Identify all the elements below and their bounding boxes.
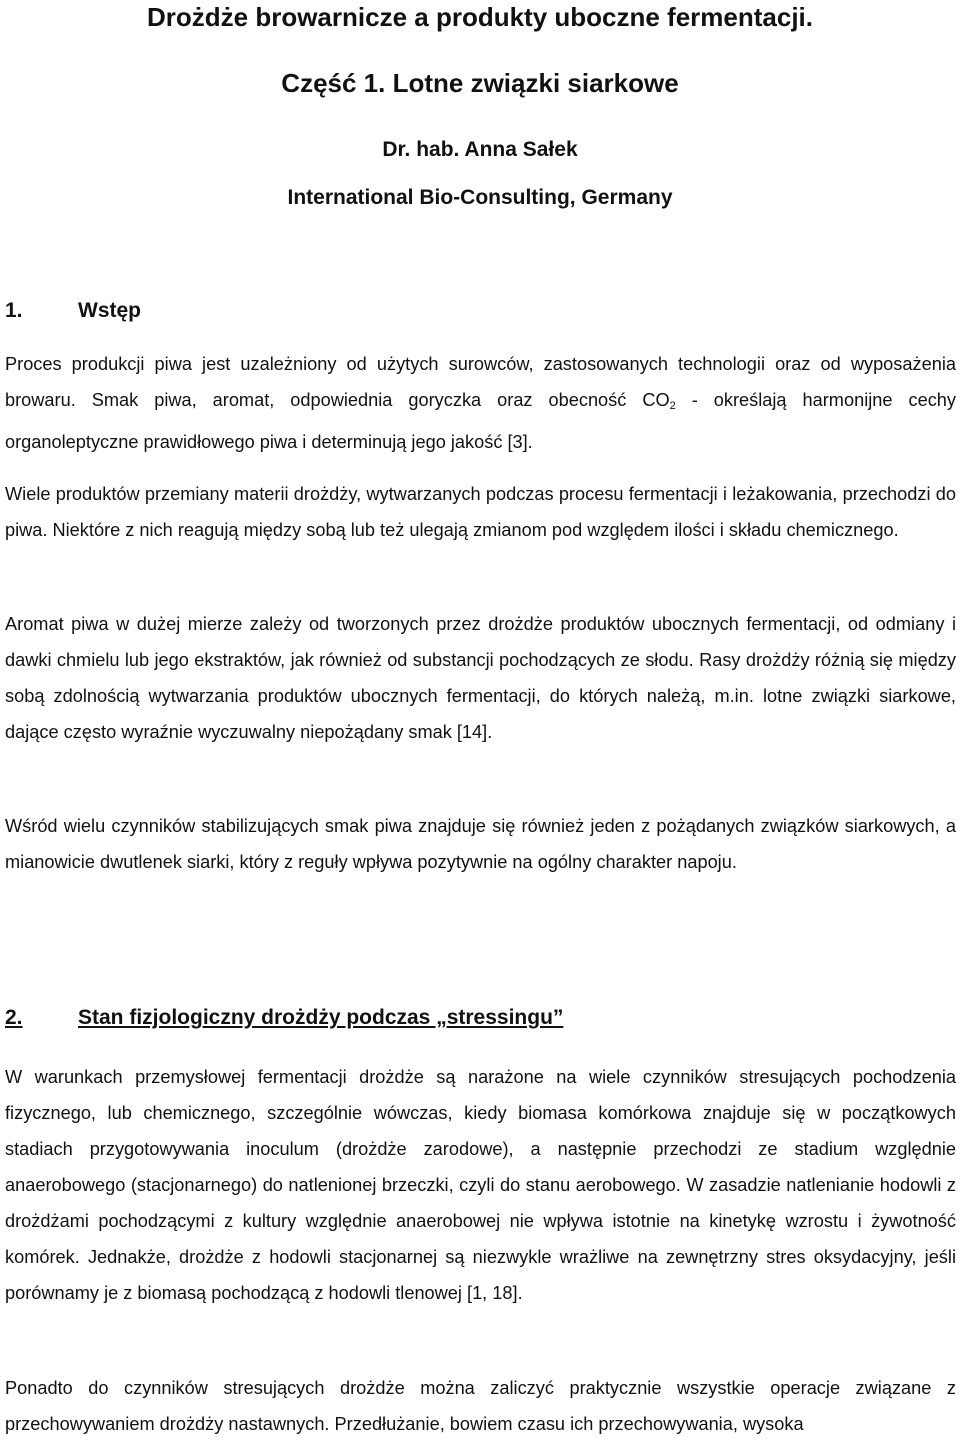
paragraph-text: Proces produkcji piwa jest uzależniony od użytych surowców, zastosowanych technologii oraz od wyposażenia browaru. Smak piwa, aromat, odpowiednia goryczka oraz obecność CO (5, 354, 956, 410)
section-title: Wstęp (78, 299, 141, 322)
paragraph: Wśród wielu czynników stabilizujących smak piwa znajduje się również jeden z pożądanych związków siarkowych, a mianowicie dwutlenek siarki, który z reguły wpływa pozytywnie na ogólny charakter napoju. (5, 816, 956, 872)
section-heading-1 (5, 299, 141, 323)
paragraph: Wiele produktów przemiany materii drożdży, wytwarzanych podczas procesu fermentacji i leżakowania, przechodzi do piwa. Niektóre z nich reagują między sobą lub też ulegają zmianom pod względem ilości i składu chemicznego. (5, 484, 956, 540)
subscript: 2 (669, 400, 676, 412)
author-affiliation: International Bio-Consulting, Germany (287, 186, 673, 209)
paragraph-text: - określają harmonijne cechy organoleptyczne prawidłowego piwa i determinują jego jakość [3]. (5, 390, 956, 452)
paragraph: Aromat piwa w dużej mierze zależy od tworzonych przez drożdże produktów ubocznych fermentacji, od odmiany i dawki chmielu lub jego ekstraktów, jak również od substancji pochodzących ze słodu. Rasy drożdży różnią się między sobą zdolnością wytwarzania produktów ubocznych fermentacji, do których należą, m.in. lotne związki siarkowe, dające często wyraźnie wyczuwalny niepożądany smak [14]. (5, 614, 956, 742)
section-number: 2. (5, 1006, 23, 1029)
author-name: Dr. hab. Anna Sałek (382, 138, 578, 161)
section-title: Stan fizjologiczny drożdży podczas „stressingu” (78, 1006, 564, 1029)
section-heading-2 (5, 1006, 563, 1030)
paragraph: Ponadto do czynników stresujących drożdże można zaliczyć praktycznie wszystkie operacje związane z przechowywaniem drożdży nastawnych. Przedłużanie, bowiem czasu ich przechowywania, wysoka (5, 1378, 956, 1434)
section-number: 1. (5, 299, 23, 322)
document-title: Drożdże browarnicze a produkty uboczne fermentacji. (146, 2, 814, 32)
paragraph (5, 346, 956, 460)
paragraph: W warunkach przemysłowej fermentacji drożdże są narażone na wiele czynników stresujących pochodzenia fizycznego, lub chemicznego, szczególnie wówczas, kiedy biomasa komórkowa znajduje się w początkowych stadiach przygotowywania inoculum (drożdże zarodowe), a następnie przechodzi ze stadium względnie anaerobowego (stacjonarnego) do natlenionej brzeczki, czyli do stanu aerobowego. W zasadzie natlenianie hodowli z drożdżami pochodzącymi z kultury względnie anaerobowej nie wpływa istotnie na kinetykę wzrostu i żywotność komórek. Jednakże, drożdże z hodowli stacjonarnej są niezwykle wrażliwe na zewnętrzny stres oksydacyjny, jeśli porównamy je z biomasą pochodzącą z hodowli tlenowej [1, 18]. (5, 1067, 956, 1303)
document-subtitle: Część 1. Lotne związki siarkowe (281, 68, 679, 98)
